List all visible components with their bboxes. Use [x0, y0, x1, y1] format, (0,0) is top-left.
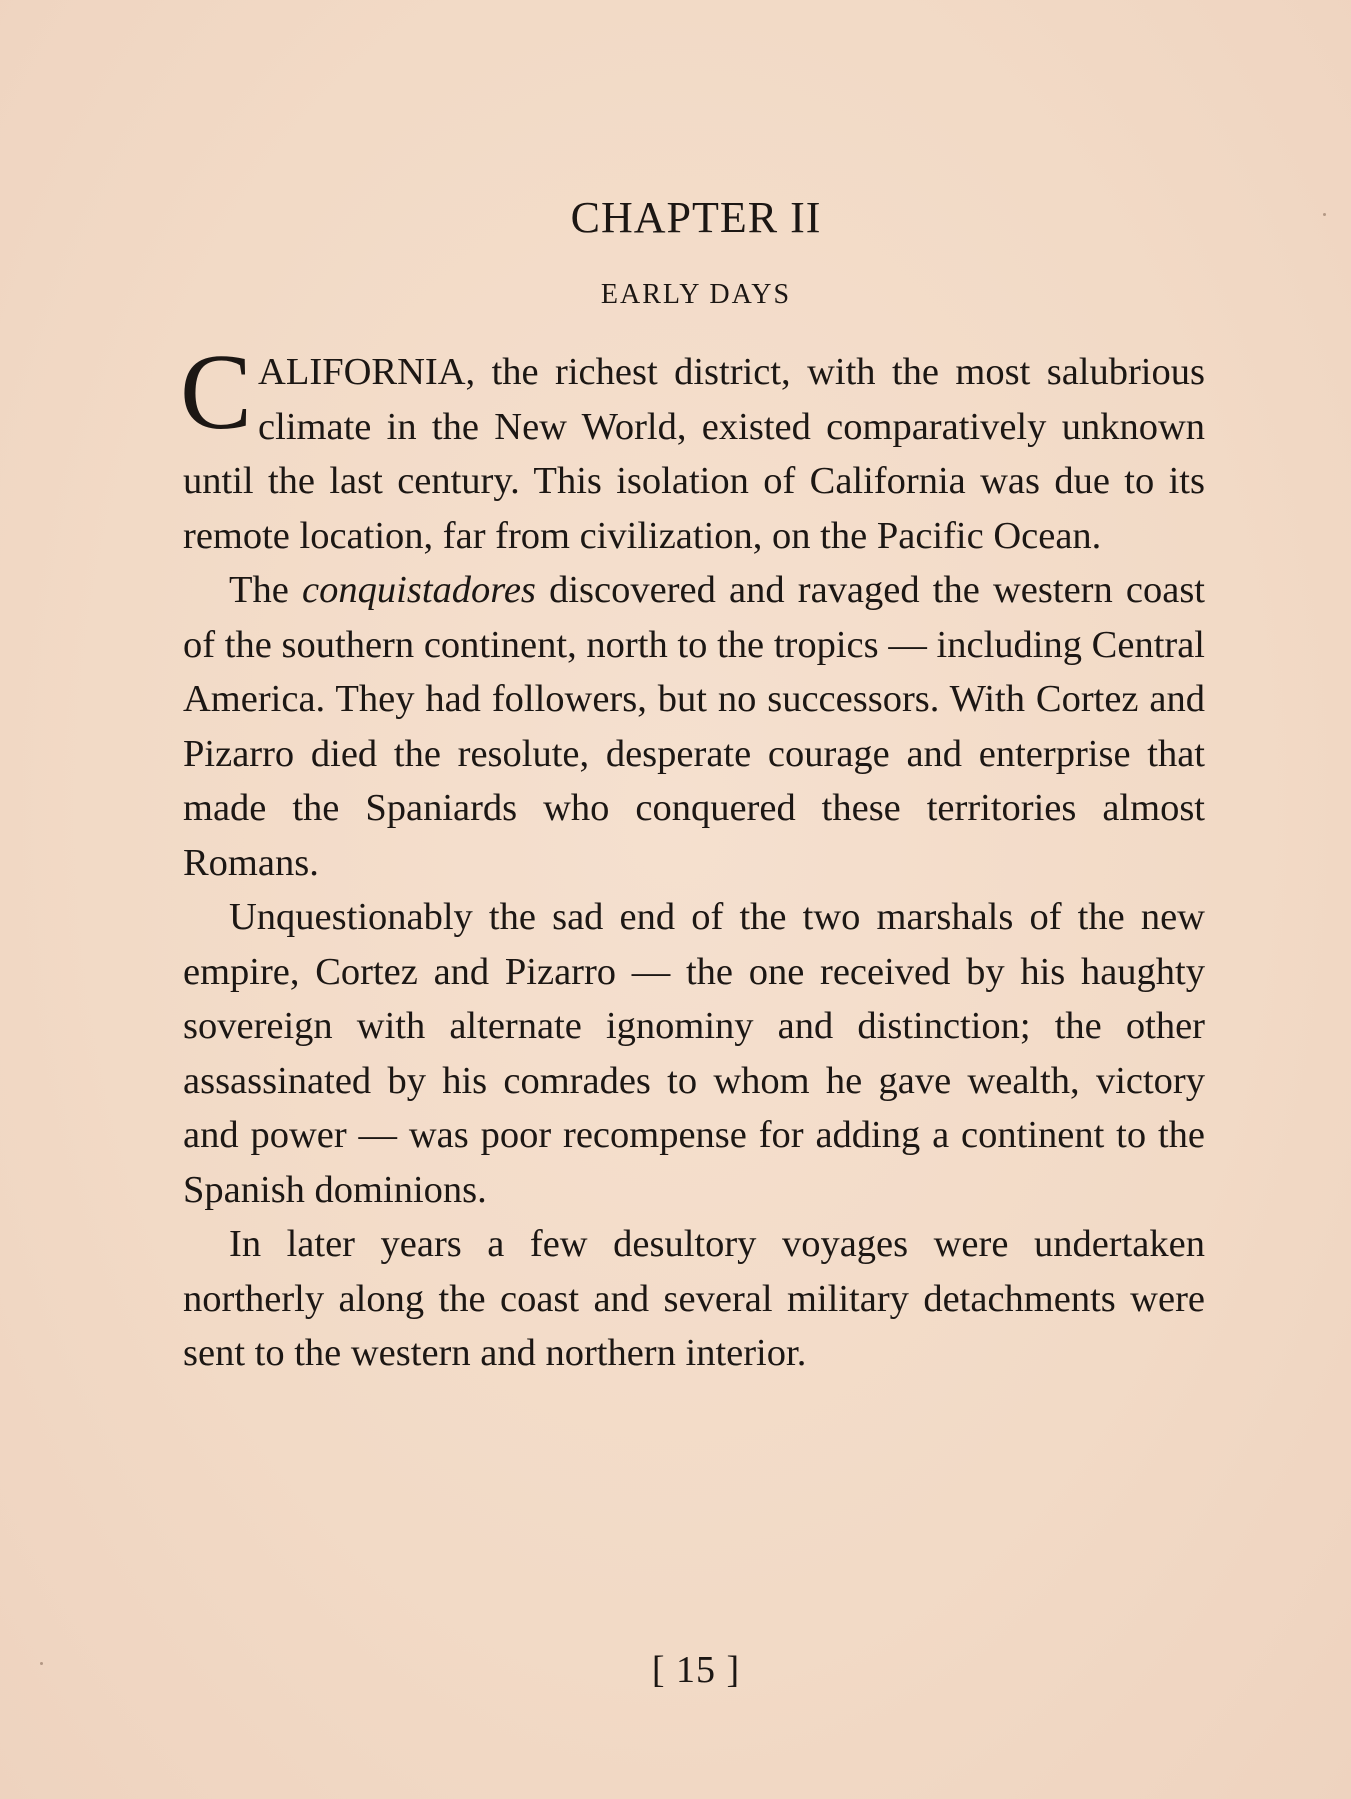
paragraph-3: Unquestionably the sad end of the two marshals of the new empire, Cortez and Pizarro — the one received by his haughty sovereign with alternate ignominy and distinction; the other assassinated by his comrades to whom he gave wealth, victory and power — was poor recompense for adding a continent to the Spanish dominions.: [183, 896, 1205, 1211]
page-number: [ 15 ]: [651, 1649, 741, 1691]
paragraph-1-text: ALIFORNIA, the richest district, with the most salubrious climate in the New World, existed comparatively unknown until the last century. This isolation of California was due to its remote location, far from civilization, on the Pacific Ocean.: [183, 351, 1205, 557]
section-title: EARLY DAYS: [600, 279, 792, 310]
chapter-body: [180, 333, 1206, 1381]
paragraph-2-text: discovered and ravaged the western coast of the southern continent, north to the tropics — including Central America. They had followers, but no successors. With Cortez and Pizarro died the resolute, desperate courage and enterprise that made the Spaniards who conquered these territories almost Romans.: [183, 569, 1206, 884]
paragraph-2-emphasis: conquistadores: [302, 569, 536, 611]
drop-cap: C: [180, 333, 253, 452]
paragraph-4: In later years a few desultory voyages were undertaken northerly along the coast and several military detachments were sent to the western and northern interior.: [183, 1223, 1205, 1374]
chapter-title: CHAPTER II: [570, 193, 822, 242]
paragraph-2: [183, 563, 1205, 890]
paragraph-1: [180, 333, 1205, 563]
paragraph-2-lead: The: [229, 569, 303, 611]
